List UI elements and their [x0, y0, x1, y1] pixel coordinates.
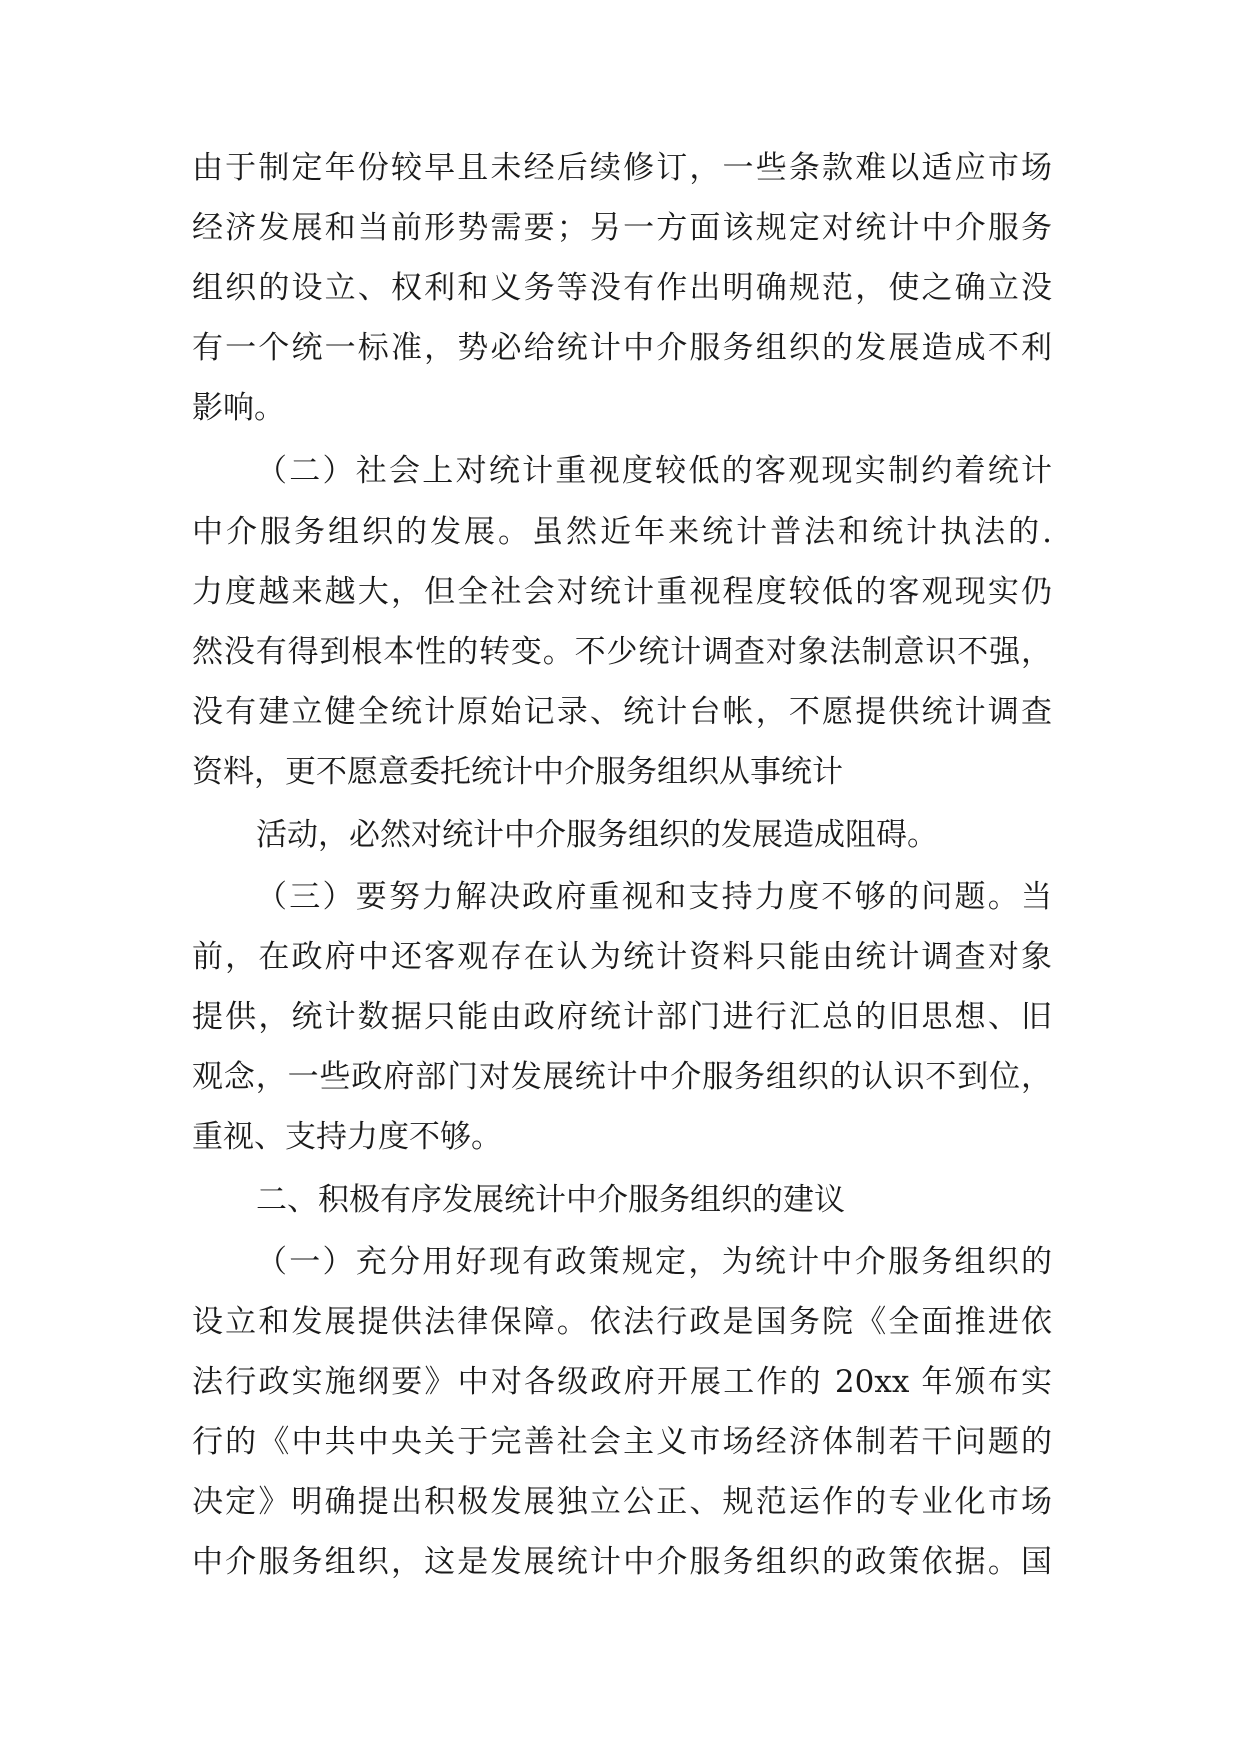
paragraph-line: 提供，统计数据只能由政府统计部门进行汇总的旧思想、旧: [192, 999, 1052, 1035]
paragraph-line: 行的《中共中央关于完善社会主义市场经济体制若干问题的: [192, 1424, 1052, 1460]
paragraph-line: 法行政实施纲要》中对各级政府开展工作的 20xx 年颁布实: [192, 1364, 1052, 1400]
paragraph-line: 中介服务组织的发展。虽然近年来统计普法和统计执法的.: [192, 514, 1052, 550]
paragraph-line: 中介服务组织，这是发展统计中介服务组织的政策依据。国: [192, 1544, 1052, 1580]
paragraph-line: 设立和发展提供法律保障。依法行政是国务院《全面推进依: [192, 1304, 1052, 1340]
paragraph-line: 决定》明确提出积极发展独立公正、规范运作的专业化市场: [192, 1484, 1052, 1520]
paragraph-line: 观念，一些政府部门对发展统计中介服务组织的认识不到位，: [192, 1059, 1052, 1095]
paragraph-line: 前，在政府中还客观存在认为统计资料只能由统计调查对象: [192, 939, 1052, 975]
paragraph-line: （一）充分用好现有政策规定，为统计中介服务组织的: [256, 1244, 1052, 1280]
paragraph-line: 活动，必然对统计中介服务组织的发展造成阻碍。: [256, 817, 938, 853]
paragraph-line: 资料，更不愿意委托统计中介服务组织从事统计: [192, 754, 843, 790]
paragraph-line: 经济发展和当前形势需要；另一方面该规定对统计中介服务: [192, 210, 1052, 246]
paragraph-line: （三）要努力解决政府重视和支持力度不够的问题。当: [256, 879, 1052, 915]
paragraph-line: 然没有得到根本性的转变。不少统计调查对象法制意识不强，: [192, 634, 1052, 670]
paragraph-line: 有一个统一标准，势必给统计中介服务组织的发展造成不利: [192, 330, 1052, 366]
paragraph-line: 由于制定年份较早且未经后续修订，一些条款难以适应市场: [192, 150, 1052, 186]
paragraph-line: （二）社会上对统计重视度较低的客观现实制约着统计: [256, 453, 1052, 489]
paragraph-line: 重视、支持力度不够。: [192, 1119, 502, 1155]
paragraph-line: 没有建立健全统计原始记录、统计台帐，不愿提供统计调查: [192, 694, 1052, 730]
section-heading: 二、积极有序发展统计中介服务组织的建议: [256, 1182, 845, 1218]
paragraph-line: 组织的设立、权利和义务等没有作出明确规范，使之确立没: [192, 270, 1052, 306]
paragraph-line: 影响。: [192, 390, 285, 426]
paragraph-line: 力度越来越大，但全社会对统计重视程度较低的客观现实仍: [192, 574, 1052, 610]
